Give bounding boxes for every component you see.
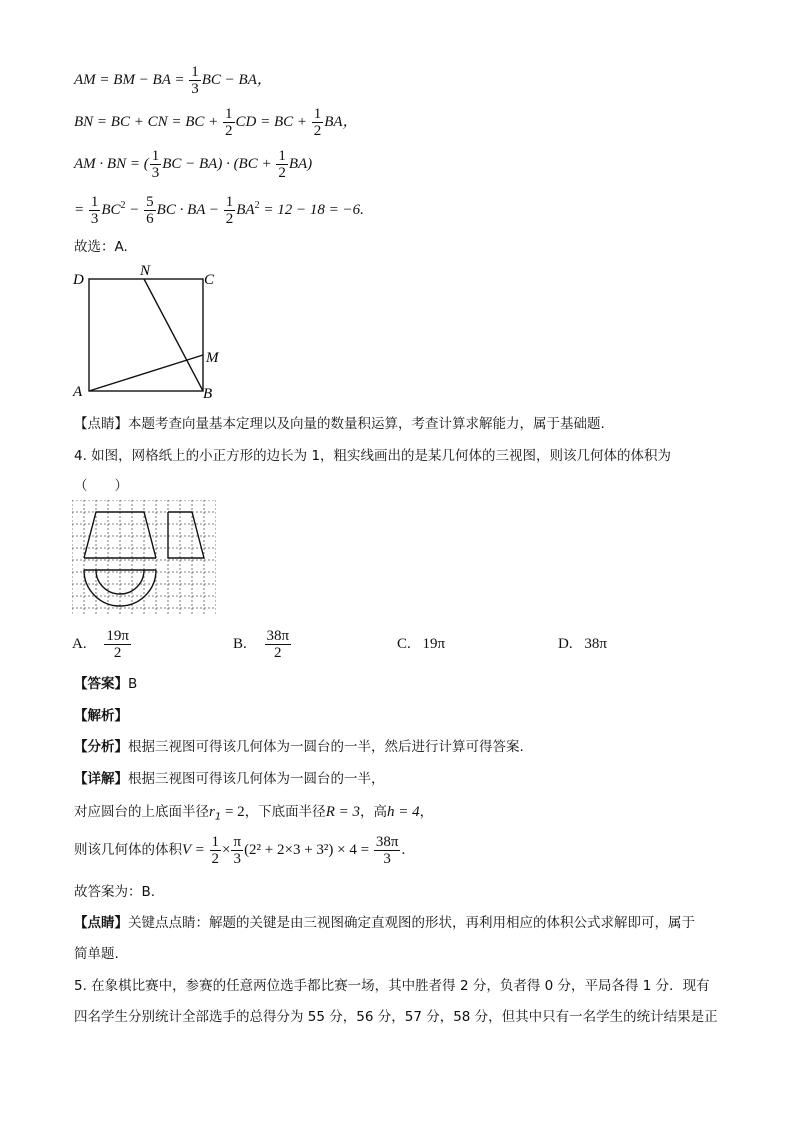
label-n: N [140, 263, 151, 279]
minus: − [125, 202, 144, 218]
xiangjie-text: 根据三视图可得该几何体为一圆台的一半， [128, 771, 385, 787]
fraction-one-third [150, 148, 162, 181]
vol-frac-3 [374, 834, 401, 867]
label-a: A [73, 384, 83, 400]
frac-num: 1 [313, 106, 322, 123]
bn-equation [74, 104, 358, 140]
am-equation [74, 62, 272, 98]
label-c: C [204, 272, 215, 288]
side-view [168, 512, 204, 558]
radius-a: 对应圆台的上底面半径 [74, 804, 209, 820]
answer-tag: 【答案】 [74, 676, 128, 692]
fraction-one-half [223, 106, 235, 139]
r1-symbol: r [209, 804, 215, 820]
dot-tail: BA) [288, 156, 313, 172]
fenxi-tag: 【分析】 [74, 739, 128, 755]
frac-den: 2 [225, 123, 233, 140]
vol-times: × [222, 842, 231, 858]
front-view [84, 512, 156, 558]
answer-line [74, 672, 137, 692]
frac-den: 3 [233, 850, 242, 867]
frac-den: 3 [90, 211, 99, 228]
frac-den: 3 [191, 81, 199, 98]
big-r-value: R = 3 [325, 804, 360, 820]
xiangjie-tag: 【详解】 [74, 771, 128, 787]
vol-paren: (2² + 2×3 + 3²) × 4 = [244, 842, 373, 858]
three-view-figure [72, 500, 216, 616]
fenxi-line [74, 735, 524, 755]
q5-line1: 5. 在象棋比赛中，参赛的任意两位选手都比赛一场，其中胜者得 2 分，负者得 0 分，平局各得 1 分．现有 [74, 978, 710, 994]
fraction-b [144, 194, 156, 227]
vol-frac-1 [210, 834, 222, 867]
result-prefix: = [74, 202, 88, 218]
square-abcd [89, 279, 203, 391]
fraction-a [89, 194, 101, 227]
option-b-frac [265, 628, 292, 661]
comment-q4-line2: 简单题. [74, 946, 119, 962]
label-b: B [203, 386, 213, 402]
bn-tail: BA [324, 114, 343, 130]
frac-num: 1 [151, 148, 160, 165]
bc-vec: BC [101, 202, 121, 218]
comma: ， [256, 72, 272, 88]
dot-lhs: AM · BN = ( [74, 156, 149, 172]
frac-num: 38π [266, 628, 290, 645]
option-d[interactable] [558, 624, 607, 664]
comma: ， [342, 114, 358, 130]
volume-line [74, 830, 405, 870]
radius-d: ， [419, 804, 434, 820]
fraction-one-half-b [312, 106, 324, 139]
option-c[interactable] [397, 624, 445, 664]
comment-q3: 【点睛】本题考查向量基本定理以及向量的数量积运算，考查计算求解能力，属于基础题. [74, 416, 605, 432]
option-a-frac [104, 628, 131, 661]
label-d: D [73, 272, 84, 288]
square-figure [70, 262, 230, 402]
frac-num: 1 [211, 833, 220, 850]
vol-prefix: 则该几何体的体积 [74, 842, 182, 858]
choose-answer: 故选：A. [74, 239, 128, 255]
option-d-value: 38π [584, 636, 607, 652]
square-exp: 2 [120, 200, 126, 211]
ba-vec: BA [236, 202, 255, 218]
conclusion: 故答案为：B. [74, 884, 156, 900]
dot-product-equation [74, 146, 312, 182]
dot-mid: BC − BA) · (BC + [162, 156, 276, 172]
r1-subscript: 1 [214, 811, 222, 823]
option-b[interactable] [233, 624, 292, 664]
frac-den: 2 [211, 850, 220, 867]
period: . [360, 202, 364, 218]
fraction-c [224, 194, 236, 227]
segment-nb [144, 279, 203, 391]
frac-num: 1 [90, 194, 99, 211]
frac-num: π [233, 833, 242, 850]
option-b-letter: B. [233, 636, 247, 652]
option-d-letter: D. [558, 636, 573, 652]
xiangjie-line [74, 767, 385, 787]
frac-den: 2 [278, 165, 286, 182]
vol-frac-2 [231, 834, 243, 867]
bn-mid: CD = BC + [235, 114, 311, 130]
frac-den: 2 [274, 645, 282, 662]
result-equation [74, 188, 364, 228]
frac-num: 1 [225, 106, 233, 123]
vol-end: . [401, 842, 406, 858]
frac-num: 1 [278, 148, 286, 165]
comment-text: 关键点点睛：解题的关键是由三视图确定直观图的形状，再利用相应的体积公式求解即可，属于 [128, 915, 695, 931]
radius-line [74, 800, 433, 823]
fraction-one-third [189, 64, 201, 97]
vol-v: V = [182, 842, 209, 858]
h-value: h = 4 [386, 804, 420, 820]
comment-q4-line1 [74, 911, 695, 931]
frac-num: 5 [146, 194, 154, 211]
frac-num: 1 [191, 64, 199, 81]
bn-expr: BN = BC + CN = BC + [74, 114, 223, 130]
frac-num: 38π [375, 833, 399, 850]
r1-value: = 2 [221, 804, 245, 820]
am-expr: AM = BM − BA = [74, 72, 189, 88]
comment-tag: 【点睛】 [74, 915, 128, 931]
result-value: = 12 − 18 = −6 [259, 202, 361, 218]
option-c-letter: C. [397, 636, 411, 652]
square-exp: 2 [254, 200, 260, 211]
option-a-letter: A. [72, 636, 87, 652]
frac-den: 6 [146, 211, 154, 228]
frac-den: 2 [313, 123, 322, 140]
q4-stem-line2: （ ） [74, 478, 128, 494]
frac-num: 1 [225, 194, 234, 211]
segment-am [89, 355, 203, 391]
radius-b: ，下底面半径 [244, 804, 326, 820]
label-m: M [206, 350, 219, 366]
q5-line2: 四名学生分别统计全部选手的总得分为 55 分，56 分，57 分，58 分，但其中只有一名学生的统计结果是正 [74, 1009, 718, 1025]
answer-value: B [128, 676, 138, 692]
frac-den: 2 [225, 211, 234, 228]
q4-stem-line1: 4. 如图，网格纸上的小正方形的边长为 1，粗实线画出的是某几何体的三视图，则该几何体的体积为 [74, 448, 672, 464]
fraction-one-half [276, 148, 288, 181]
am-tail: BC − BA [201, 72, 257, 88]
option-a[interactable] [72, 624, 132, 664]
fenxi-text: 根据三视图可得该几何体为一圆台的一半，然后进行计算可得答案. [128, 739, 524, 755]
analysis-tag: 【解析】 [74, 708, 128, 724]
frac-num: 19π [106, 628, 129, 645]
option-c-value: 19π [422, 636, 446, 652]
radius-c: ，高 [359, 804, 387, 820]
frac-den: 3 [151, 165, 160, 182]
bc-ba-term: BC · BA − [156, 202, 223, 218]
frac-den: 3 [383, 850, 391, 867]
frac-den: 2 [113, 645, 122, 662]
